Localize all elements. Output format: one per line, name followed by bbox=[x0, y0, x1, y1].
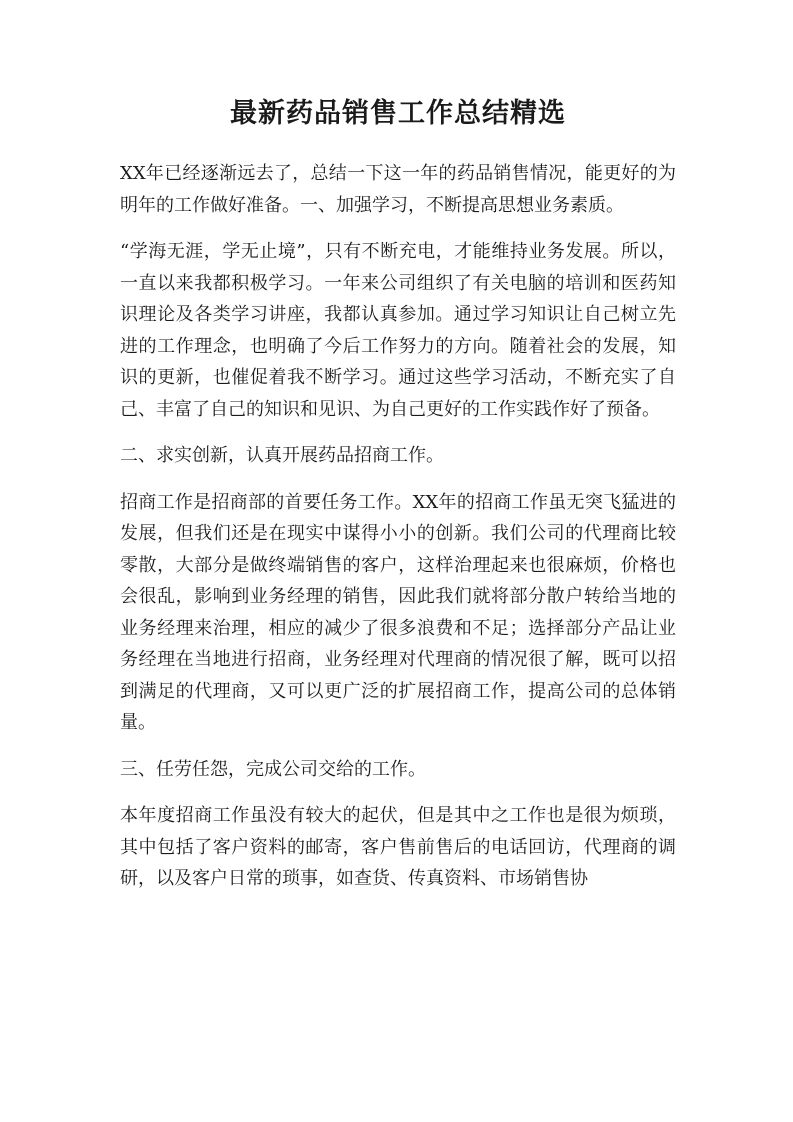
document-title: 最新药品销售工作总结精选 bbox=[230, 98, 566, 129]
paragraph-learning: “学海无涯，学无止境”，只有不断充电，才能维持业务发展。所以，一直以来我都积极学习。一年来公司组织了有关电脑的培训和医药知识理论及各类学习讲座，我都认真参加。通过学习知识让自己树立先进的工作理念，也明确了今后工作努力的方向。随着社会的发展，知识的更新，也催促着我不断学习。通过这些学习活动，不断充实了自己、丰富了自己的知识和见识、为自己更好的工作实践作好了预备。 bbox=[120, 241, 676, 420]
document-page bbox=[120, 92, 676, 910]
paragraph-intro: XX年已经逐渐远去了，总结一下这一年的药品销售情况，能更好的为明年的工作做好准备。一、加强学习，不断提高思想业务素质。 bbox=[120, 163, 676, 216]
paragraph-tasks: 本年度招商工作虽没有较大的起伏，但是其中之工作也是很为烦琐，其中包括了客户资料的邮寄，客户售前售后的电话回访，代理商的调研，以及客户日常的琐事，如查货、传真资料、市场销售协 bbox=[120, 805, 676, 889]
section-heading-innovation: 二、求实创新，认真开展药品招商工作。 bbox=[120, 445, 444, 466]
paragraph-investment: 招商工作是招商部的首要任务工作。XX年的招商工作虽无突飞猛进的发展，但我们还是在现实中谋得小小的创新。我们公司的代理商比较零散，大部分是做终端销售的客户，这样治理起来也很麻烦，价格也会很乱，影响到业务经理的销售，因此我们就将部分散户转给当地的业务经理来治理，相应的减少了很多浪费和不足；选择部分产品让业务经理在当地进行招商，业务经理对代理商的情况很了解，既可以招到满足的代理商，又可以更广泛的扩展招商工作，提高公司的总体销量。 bbox=[120, 491, 676, 733]
section-heading-diligence: 三、任劳任怨，完成公司交给的工作。 bbox=[120, 758, 426, 780]
